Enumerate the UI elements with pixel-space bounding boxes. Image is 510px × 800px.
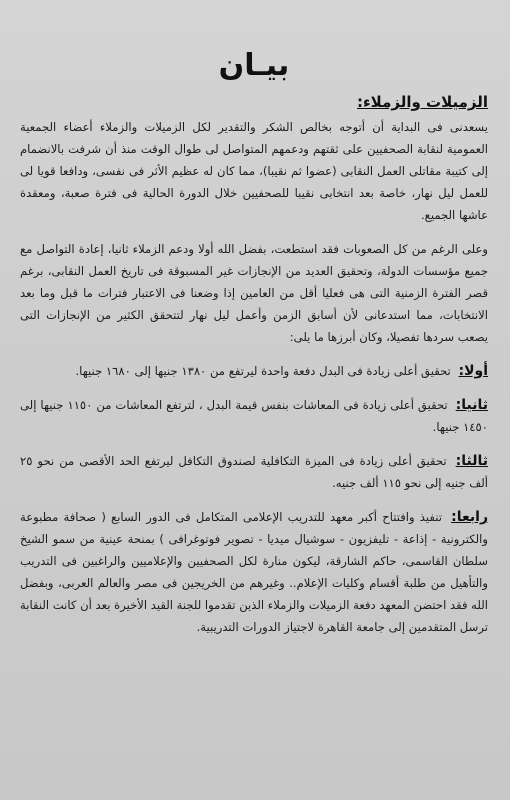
- item-text-fourth: تنفيذ وافتتاح أكبر معهد للتدريب الإعلامى المتكامل فى الدور السابع ( صحافة مطبوعة والكترونية - إذاعة - تليفزيون - سوشيال ميديا - تصوير فوتوغرافى ) بمنحة عينية من سمو الشيخ سلطان القاسمى، حاكم الشارقة، ليكون منارة لكل الصحفيين والإعلاميين والراغبين فى التدريب والتأهيل من طلبة أقسام وكليات الإعلام.. وغيرهم من الخريجين فى مصر والعالم العربى، وبفضل الله فقد احتضن المعهد دفعة الزميلات والزملاء الذين تقدموا للجنة القيد الأخيرة بعد أن كانت النقابة ترسل المتقدمين إلى جامعة القاهرة لاجتياز الدورات التدريبية.: [20, 510, 488, 634]
- item-text-second: تحقيق أعلى زيادة فى المعاشات بنفس قيمة البدل ، لترتفع المعاشات من ١١٥٠ جنيها إلى ١٤٥٠ جنيها.: [20, 398, 488, 434]
- item-text-third: تحقيق أعلى زيادة فى الميزة التكافلية لصندوق التكافل ليرتفع الحد الأقصى من نحو ٢٥ ألف جنيه إلى نحو ١١٥ ألف جنيه.: [20, 454, 488, 490]
- item-label-third: ثالثا:: [455, 453, 488, 469]
- item-label-second: ثانيا:: [455, 397, 489, 413]
- item-text-first: تحقيق أعلى زيادة فى البدل دفعة واحدة ليرتفع من ١٣٨٠ جنيها إلى ١٦٨٠ جنيها.: [75, 364, 451, 378]
- paragraph-intro: يسعدنى فى البداية أن أتوجه بخالص الشكر والتقدير لكل الزميلات والزملاء أعضاء الجمعية العمومية لنقابة الصحفيين على ثقتهم ودعمهم المتواصل لى طوال الوقت منذ أن شرفت بالانضمام إلى كتيبة مقاتلى العمل النقابى (عضوا ثم نقيبا)، مما كان له عظيم الأثر فى نفسى، ودافعا قويا لى للعمل ليل نهار، خاصة بعد انتخابى نقيبا للصحفيين خلال الدورة الحالية فى فترة صعبة، ومعقدة عاشها الجميع.: [20, 120, 488, 222]
- list-item-third: [20, 450, 488, 494]
- salutation-heading: الزميلات والزملاء:: [357, 93, 488, 111]
- document-title: بيـان: [218, 48, 290, 83]
- list-item-first: [20, 360, 488, 382]
- item-label-first: أولا:: [458, 363, 488, 379]
- paragraph-achievements-intro: وعلى الرغم من كل الصعوبات فقد استطعت، بفضل الله أولا ودعم الزملاء ثانيا، إعادة التواصل مع جميع مؤسسات الدولة، وتحقيق العديد من الإنجازات غير المسبوقة فى تاريخ العمل النقابى، برغم قصر الفترة الزمنية التى هى فعليا أقل من العامين إذا وضعنا فى الاعتبار فترات ما قبل وما بعد الانتخابات، مما استدعانى لأن أسابق الزمن وأعمل ليل نهار لتتحقق الكثير من الإنجازات التى يصعب سردها تفصيلا، وكان أبرزها ما يلى:: [20, 242, 488, 344]
- item-label-fourth: رابعا:: [451, 509, 489, 525]
- list-item-fourth: [20, 506, 488, 638]
- list-item-second: [20, 394, 488, 438]
